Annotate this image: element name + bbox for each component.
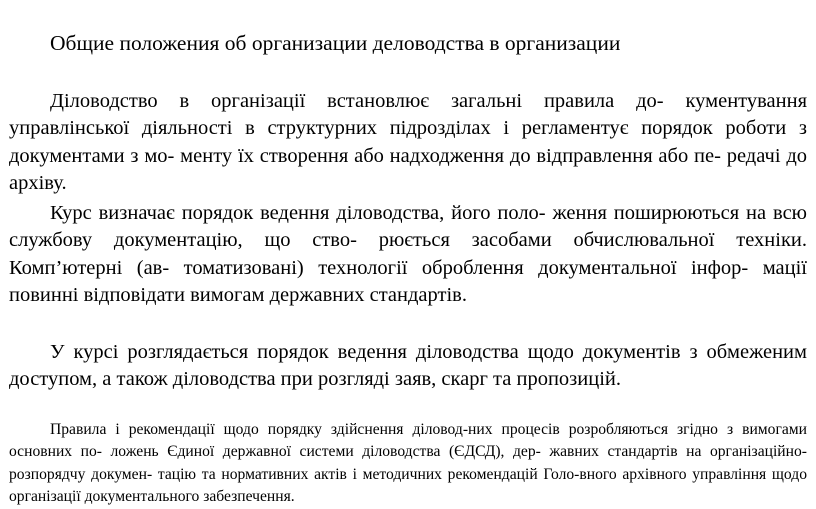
paragraph-document-rules: Діловодство в організації встановлює загальні правила до- кументування управлінської діяльності в структурних підрозділах і регламентує порядок роботи з документами з мо- менту їх створення або надходження до відправлення або пе- редачі до архіву. [9,90,807,195]
page-title: Общие положения об организации деловодства в организации [50,31,621,55]
paragraph-restricted-access: У курсі розглядається порядок ведення діловодства щодо документів з обмеженим доступом, а також діловодства при розгляді заяв, скарг та пропозицій. [9,341,807,391]
paragraph-rules-recommendations: Правила і рекомендації щодо порядку здійснення діловод-них процесів розробляються згідно з вимогами основних по- ложень Єдиної державної системи діловодства (ЄДСД), дер- жавних стандартів на організаційно-розпорядчу докумен- тацію та нормативних актів і методичних рекомендацій Голо-вного архівного управління щодо організації документального забезпечення. [9,421,807,506]
paragraph-course-scope: Курс визначає порядок ведення діловодства, його поло- ження поширюються на всю службову документацію, що ство- рюється засобами обчислювальної техніки. Комп’ютерні (ав- томатизовані) технології оброблення документальної інфор- мації повинні відповідати вимогам державних стандартів. [9,202,807,307]
